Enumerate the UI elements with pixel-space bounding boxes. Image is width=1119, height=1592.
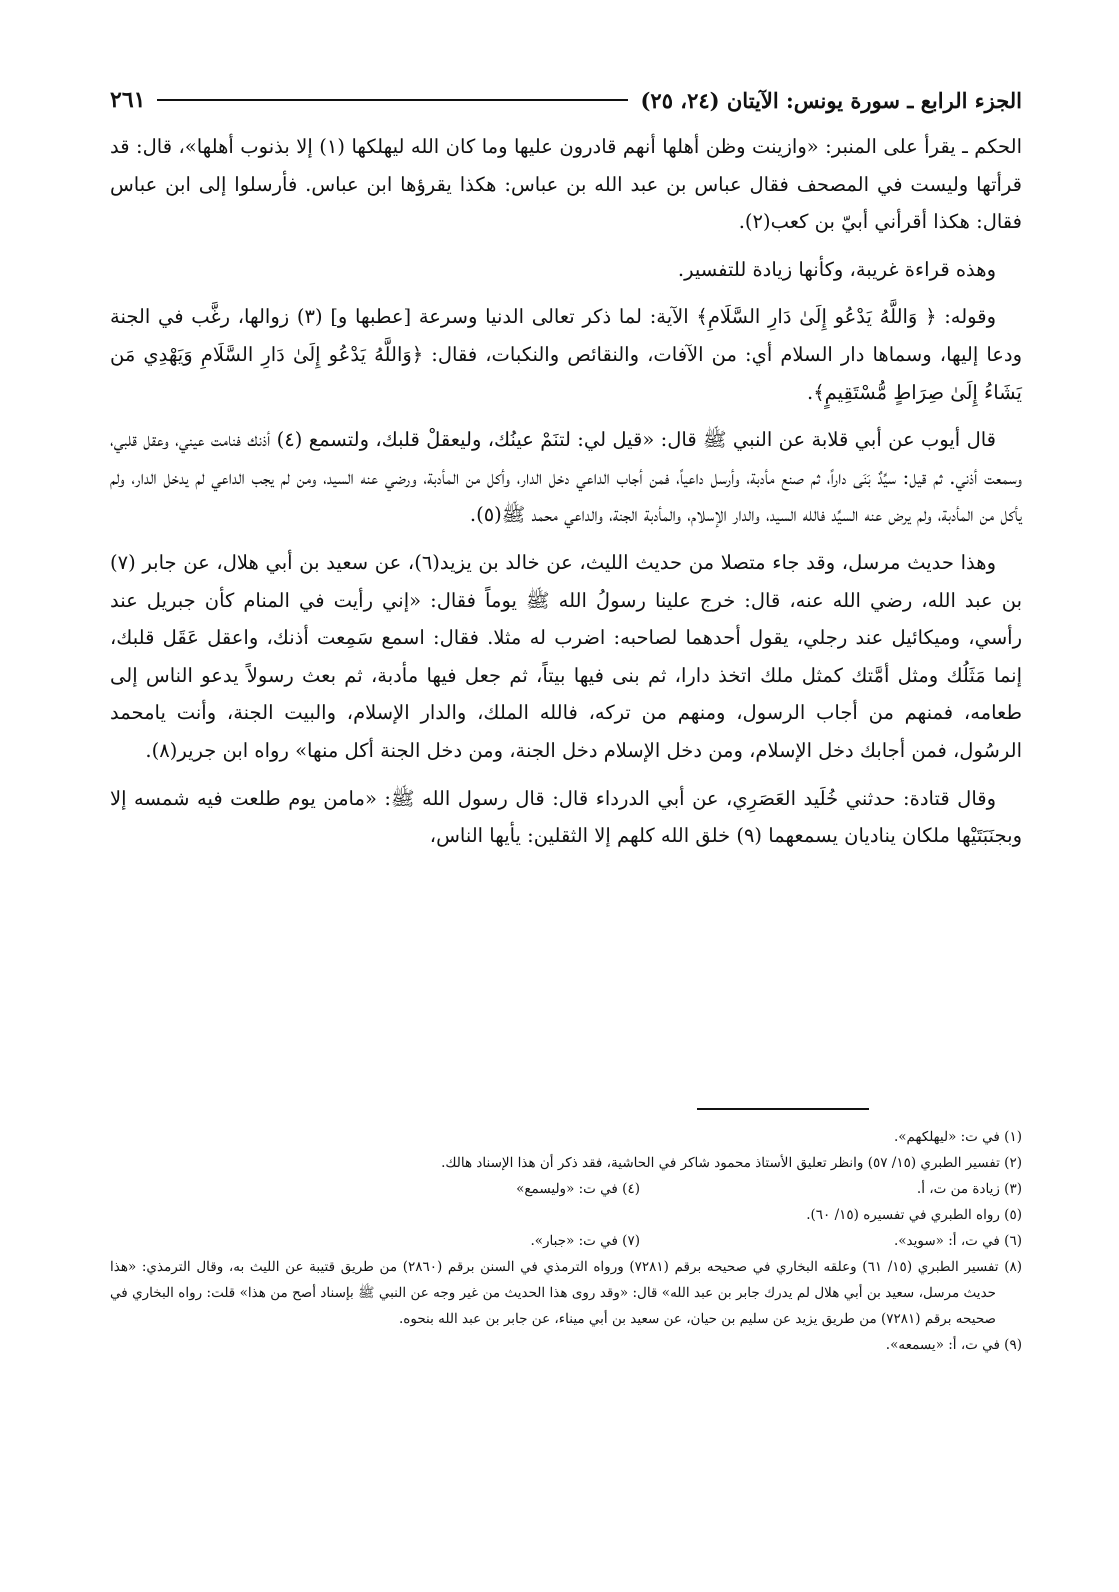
footnote: (٤) في ت: «وليسمع» [516, 1181, 640, 1197]
footnote: (٩) في ت، أ: «يسمعه». [885, 1337, 1022, 1353]
footnote-row [110, 1176, 1022, 1202]
main-text [110, 128, 1022, 865]
footnote: (٨) تفسير الطبري (١٥/ ٦١) وعلقه البخاري في صحيحه برقم (٧٢٨١) ورواه الترمذي في السنن برقم (٢٨٦٠) من طريق قتيبة عن الليث به، وقال الترمذي: «هذا حديث مرسل، سعيد بن أبي هلال لم يدرك جابر بن عبد الله» قال: «وقد روى هذا الحديث من غير وجه عن النبي ﷺ بإسناد أصح من هذا» قلت: رواه البخاري في صحيحه برقم (٧٢٨١) من طريق يزيد عن سليم بن حيان، عن سعيد بن أبي ميناء، عن جابر بن عبد الله بنحوه. [110, 1259, 1023, 1327]
footnote: (٣) زيادة من ت، أ. [916, 1181, 1022, 1197]
header-rule [157, 99, 628, 101]
page-number: ٢٦١ [110, 87, 146, 113]
paragraph: وقال قتادة: حدثني خُلَيد العَصَرِي، عن أبي الدرداء قال: قال رسول الله ﷺ: «مامن يوم طلعت فيه شمسه إلا وبجنَبَتَيْها ملكان يناديان يسمعهما (٩) خلق الله كلهم إلا الثقلين: يأيها الناس، [110, 786, 1022, 848]
paragraph: وهذه قراءة غريبة، وكأنها زيادة للتفسير. [677, 257, 996, 281]
paragraph: قال أيوب عن أبي قلابة عن النبي ﷺ قال: «قيل لي: لتنَمْ عينُك، وليعقلْ قلبك، ولتسمع (٤) أذنك فنامت عيني، وعقل قلبي، وسمعت أذني. ثم قيل: سيِّدٌ بَنَى داراً، ثم صنع مأدبة، وأرسل داعياً، فمن أجاب الداعي دخل الدار، وأكل من المأدبة، ورضي عنه السيد، ومن لم يجب الداعي لم يدخل الدار، ولم يأكل من المأدبة، ولم يرض عنه السيِّد فالله السيد، والدار الإسلام، والمأدبة الجنة، والداعي محمد ﷺ(٥). [110, 428, 1022, 527]
paragraph: الحكم ـ يقرأ على المنبر: «وازينت وظن أهلها أنهم قادرون عليها وما كان الله ليهلكها (١) إلا بذنوب أهلها»، قال: قد قرأتها وليست في المصحف فقال عباس بن عبد الله بن عباس: هكذا يقرؤها ابن عباس. فأرسلوا إلى ابن عباس فقال: هكذا أقرأني أبيّ بن كعب(٢). [110, 135, 1022, 234]
running-header [110, 80, 1022, 120]
paragraph: وهذا حديث مرسل، وقد جاء متصلا من حديث الليث، عن خالد بن يزيد(٦)، عن سعيد بن أبي هلال، عن جابر (٧) بن عبد الله، رضي الله عنه، قال: خرج علينا رسولُ الله ﷺ يوماً فقال: «إني رأيت في المنام كأن جبريل عند رأسي، وميكائيل عند رجلي، يقول أحدهما لصاحبه: اضرب له مثلا. فقال: اسمع سَمِعت أذنك، واعقل عَقَل قلبك، إنما مَثَلُك ومثل أمَّتك كمثل ملك اتخذ دارا، ثم بنى فيها بيتاً، ثم جعل فيها مأدبة، ثم بعث رسولاً يدعو الناس إلى طعامه، فمنهم من أجاب الرسول، ومنهم من تركه، فالله الملك، والدار الإسلام، والبيت الجنة، وأنت يامحمد الرسُول، فمن أجابك دخل الإسلام، ومن دخل الإسلام دخل الجنة، ومن دخل الجنة أكل منها» رواه ابن جرير(٨). [110, 550, 1022, 762]
footnote: (١) في ت: «ليهلكهم». [893, 1129, 1022, 1145]
footnote: (٢) تفسير الطبري (١٥/ ٥٧) وانظر تعليق الأستاذ محمود شاكر في الحاشية، فقد ذكر أن هذا الإسناد هالك. [441, 1155, 1022, 1171]
footnote: (٥) رواه الطبري في تفسيره (١٥/ ٦٠). [806, 1207, 1022, 1223]
footnotes [110, 1124, 1022, 1358]
paragraph: وقوله: ﴿ وَاللَّهُ يَدْعُو إِلَىٰ دَارِ السَّلَامِ﴾ الآية: لما ذكر تعالى الدنيا وسرعة [عطبها و] (٣) زوالها، رغَّب في الجنة ودعا إليها، وسماها دار السلام أي: من الآفات، والنقائص والنكبات، فقال: ﴿وَاللَّهُ يَدْعُو إِلَىٰ دَارِ السَّلَامِ وَيَهْدِي مَن يَشَاءُ إِلَىٰ صِرَاطٍ مُّسْتَقِيمٍ﴾. [110, 305, 1022, 404]
footnote: (٧) في ت: «جبار». [530, 1233, 640, 1249]
header-title: الجزء الرابع ـ سورة يونس: الآيتان (٢٤، ٢٥) [640, 87, 1022, 113]
footnote-row [110, 1228, 1022, 1254]
footnote: (٦) في ت، أ: «سويد». [894, 1233, 1022, 1249]
footnote-separator [697, 1108, 869, 1110]
